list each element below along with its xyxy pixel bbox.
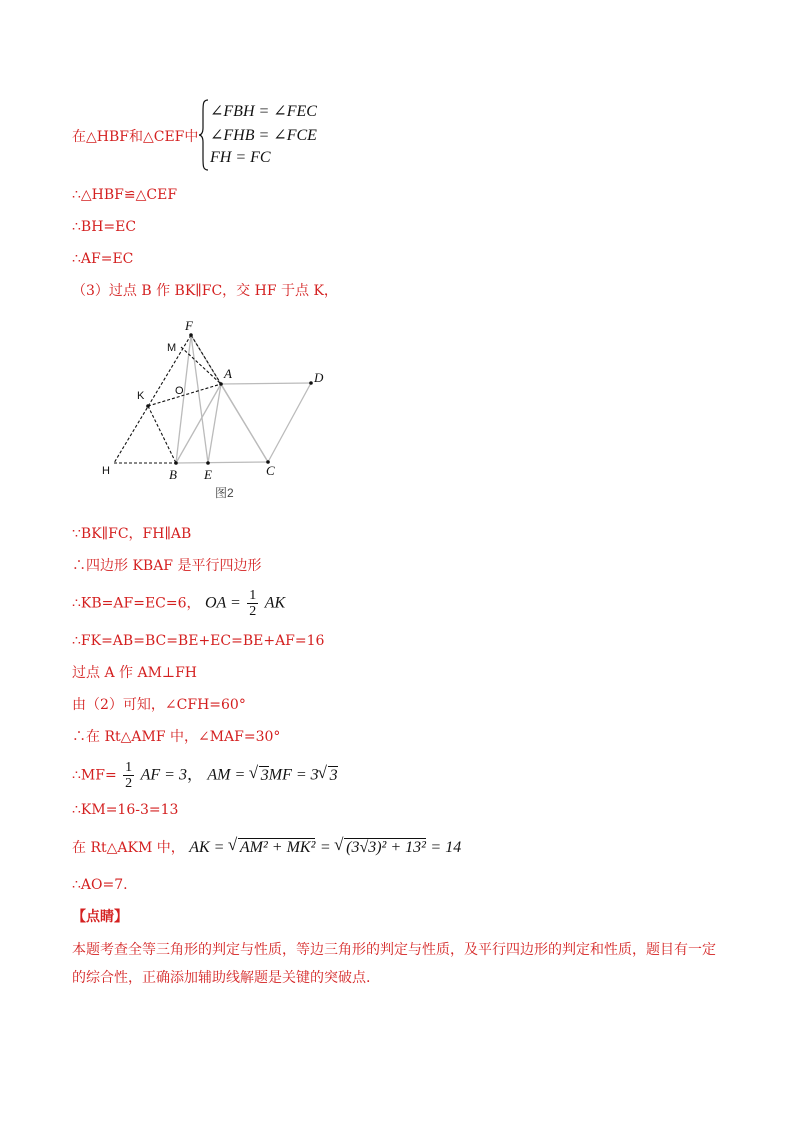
label-f: F xyxy=(185,318,193,333)
label-d: D xyxy=(314,370,324,385)
brace-icon xyxy=(198,98,210,172)
condition-side: FH = FC xyxy=(210,149,271,166)
frac-den: 2 xyxy=(249,604,257,619)
label-c: C xyxy=(266,463,275,478)
am-perp-line: 过点 A 作 AM⊥FH xyxy=(72,665,197,681)
condition-angle-h: ∠FHB = ∠FCE xyxy=(210,127,317,144)
congruence-line: ∴△HBF≌△CEF xyxy=(72,187,178,203)
mf-text: ∴MF= xyxy=(72,767,117,784)
comma: ， xyxy=(186,766,203,784)
angle-maf-line: ∴在 Rt△AMF 中，∠MAF=30° xyxy=(72,729,281,745)
sqrt-3b: √ 3 xyxy=(328,766,338,785)
km-line: ∴KM=16-3=13 xyxy=(72,802,179,818)
label-b: B xyxy=(169,467,177,482)
af-ec-line: ∴AF=EC xyxy=(72,251,134,267)
comment-tag: 【点睛】 xyxy=(72,909,128,925)
equation-system xyxy=(198,98,338,172)
eq-sign: = xyxy=(319,839,331,856)
result: = 14 xyxy=(430,839,462,856)
oa-label: OA = xyxy=(204,594,241,612)
label-e: E xyxy=(204,467,212,482)
ak-label: AK xyxy=(264,594,286,612)
sqrt-3: √ 3 xyxy=(259,766,269,785)
sqrt-sum: √ AM² + MK² xyxy=(238,838,316,857)
figure-caption: 图2 xyxy=(215,486,234,500)
bh-ec-line: ∴BH=EC xyxy=(72,219,137,235)
parallelogram-line: ∴四边形 KBAF 是平行四边形 xyxy=(72,558,262,574)
part3-line: （3）过点 B 作 BK∥FC，交 HF 于点 K， xyxy=(72,283,338,299)
ao-line: ∴AO=7. xyxy=(72,877,128,893)
label-m: M xyxy=(167,342,177,354)
frac-num-2: 1 xyxy=(125,760,133,775)
sqrt-numeric: √ (3√3)² + 13² xyxy=(344,838,426,857)
kb-line xyxy=(72,588,285,619)
geometry-figure xyxy=(96,314,336,504)
half-fraction xyxy=(247,588,258,619)
label-k: K xyxy=(137,390,145,402)
label-h: H xyxy=(102,465,110,477)
label-o: O xyxy=(175,385,184,397)
intro-line: 在△HBF和△CEF中 xyxy=(72,129,199,145)
mf-eq: MF = 3 xyxy=(268,766,319,784)
rt-akm-text: 在 Rt△AKM 中， xyxy=(72,840,185,856)
half-fraction-2 xyxy=(123,760,134,791)
mf-line xyxy=(72,760,338,791)
angle-cfh-line: 由（2）可知，∠CFH=60° xyxy=(72,697,246,713)
label-a: A xyxy=(224,366,232,381)
fk-line: ∴FK=AB=BC=BE+EC=BE+AF=16 xyxy=(72,633,325,649)
am-eq: AM = xyxy=(207,766,246,784)
frac-den-2: 2 xyxy=(125,776,133,791)
condition-angle-b: ∠FBH = ∠FEC xyxy=(210,103,317,120)
figure-diagram xyxy=(96,314,336,504)
ak-line xyxy=(72,838,461,857)
af-eq: AF = 3 xyxy=(140,766,187,784)
summary-paragraph: 本题考查全等三角形的判定与性质，等边三角形的判定与性质，及平行四边形的判定和性质，题目有一定的综合性，正确添加辅助线解题是关键的突破点. xyxy=(72,942,716,986)
frac-num: 1 xyxy=(249,588,257,603)
parallel-line: ∵BK∥FC，FH∥AB xyxy=(72,526,192,542)
ak-eq: AK = xyxy=(189,839,225,856)
kb-text: ∴KB=AF=EC=6， xyxy=(72,595,201,612)
